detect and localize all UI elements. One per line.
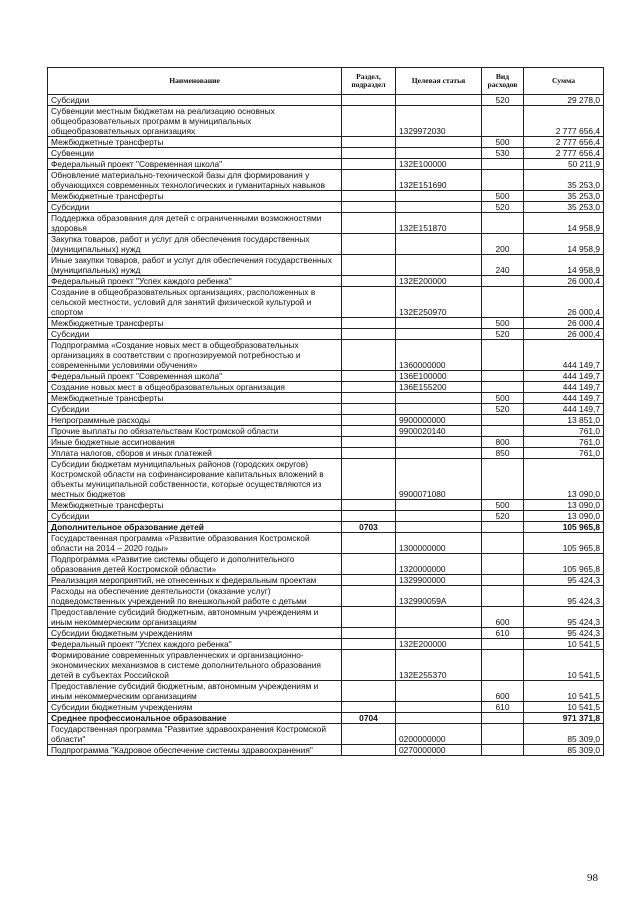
cell-type	[482, 533, 524, 554]
cell-article: 136E155200	[396, 382, 482, 393]
cell-section	[342, 586, 396, 607]
cell-article: 1329900000	[396, 575, 482, 586]
cell-sum: 2 777 656,4	[524, 106, 604, 137]
cell-type: 520	[482, 202, 524, 213]
table-row	[48, 393, 604, 404]
cell-type	[482, 159, 524, 170]
cell-type	[482, 382, 524, 393]
cell-sum: 971 371,8	[524, 713, 604, 724]
cell-section	[342, 202, 396, 213]
cell-sum: 95 424,3	[524, 628, 604, 639]
cell-type: 500	[482, 393, 524, 404]
cell-article	[396, 702, 482, 713]
cell-sum: 13 090,0	[524, 459, 604, 500]
cell-section	[342, 702, 396, 713]
table-row	[48, 137, 604, 148]
cell-type: 800	[482, 437, 524, 448]
cell-sum: 444 149,7	[524, 382, 604, 393]
cell-name: Среднее профессиональное образование	[48, 713, 342, 724]
cell-article: 132E151690	[396, 170, 482, 191]
table-row	[48, 639, 604, 650]
cell-article: 132990059А	[396, 586, 482, 607]
budget-table	[47, 67, 604, 756]
cell-article	[396, 404, 482, 415]
cell-section	[342, 159, 396, 170]
cell-type: 610	[482, 702, 524, 713]
cell-article: 132E250970	[396, 287, 482, 318]
cell-type	[482, 340, 524, 371]
cell-name: Субвенции	[48, 148, 342, 159]
cell-sum: 444 149,7	[524, 393, 604, 404]
cell-sum: 26 000,4	[524, 287, 604, 318]
cell-type	[482, 522, 524, 533]
cell-section: 0704	[342, 713, 396, 724]
cell-type	[482, 639, 524, 650]
cell-section	[342, 628, 396, 639]
cell-sum: 105 965,8	[524, 533, 604, 554]
cell-sum: 10 541,5	[524, 702, 604, 713]
cell-type: 850	[482, 448, 524, 459]
cell-name: Расходы на обеспечение деятельности (оказание услуг) подведомственных учреждений по внешкольной работе с детьми	[48, 586, 342, 607]
cell-section	[342, 340, 396, 371]
table-row	[48, 500, 604, 511]
cell-article: 0200000000	[396, 724, 482, 745]
cell-article: 136E100000	[396, 371, 482, 382]
cell-name: Уплата налогов, сборов и иных платежей	[48, 448, 342, 459]
cell-sum: 2 777 656,4	[524, 148, 604, 159]
cell-name: Иные бюджетные ассигнования	[48, 437, 342, 448]
cell-section	[342, 500, 396, 511]
cell-type	[482, 745, 524, 756]
cell-type: 600	[482, 607, 524, 628]
cell-section	[342, 415, 396, 426]
cell-section	[342, 607, 396, 628]
cell-name: Межбюджетные трансферты	[48, 318, 342, 329]
cell-sum: 35 253,0	[524, 202, 604, 213]
cell-section	[342, 554, 396, 575]
cell-sum: 13 851,0	[524, 415, 604, 426]
cell-sum: 95 424,3	[524, 586, 604, 607]
cell-section	[342, 745, 396, 756]
cell-section	[342, 533, 396, 554]
cell-type: 530	[482, 148, 524, 159]
cell-section	[342, 382, 396, 393]
cell-type	[482, 713, 524, 724]
cell-name: Создание новых мест в общеобразовательных организация	[48, 382, 342, 393]
cell-section	[342, 393, 396, 404]
cell-name: Государственная программа "Развитие здравоохранения Костромской области"	[48, 724, 342, 745]
table-row	[48, 191, 604, 202]
cell-article	[396, 500, 482, 511]
cell-name: Подпрограмма «Развитие системы общего и дополнительного образования детей Костромской области»	[48, 554, 342, 575]
cell-section: 0703	[342, 522, 396, 533]
cell-name: Субсидии	[48, 511, 342, 522]
cell-section	[342, 106, 396, 137]
cell-type: 240	[482, 255, 524, 276]
cell-article	[396, 713, 482, 724]
cell-section	[342, 170, 396, 191]
table-row	[48, 202, 604, 213]
cell-name: Реализация мероприятий, не отнесенных к федеральным проектам	[48, 575, 342, 586]
table-row	[48, 575, 604, 586]
table-row	[48, 533, 604, 554]
cell-section	[342, 234, 396, 255]
cell-name: Иные закупки товаров, работ и услуг для обеспечения государственных (муниципальных) нужд	[48, 255, 342, 276]
cell-article: 132E100000	[396, 159, 482, 170]
cell-article	[396, 202, 482, 213]
cell-name: Федеральный проект "Современная школа"	[48, 371, 342, 382]
cell-type	[482, 106, 524, 137]
cell-article	[396, 191, 482, 202]
table-row	[48, 213, 604, 234]
table-row	[48, 522, 604, 533]
cell-sum: 13 090,0	[524, 511, 604, 522]
cell-name: Подпрограмма «Создание новых мест в общеобразовательных организациях в соответствии с прогнозируемой потребностью и современными условиями обучения»	[48, 340, 342, 371]
cell-type: 520	[482, 329, 524, 340]
cell-article: 132E151870	[396, 213, 482, 234]
cell-type	[482, 287, 524, 318]
cell-article: 132E255370	[396, 650, 482, 681]
cell-name: Субсидии	[48, 95, 342, 106]
cell-sum: 85 309,0	[524, 745, 604, 756]
cell-type	[482, 650, 524, 681]
cell-sum: 85 309,0	[524, 724, 604, 745]
cell-name: Прочие выплаты по обязательствам Костромской области	[48, 426, 342, 437]
cell-type: 200	[482, 234, 524, 255]
cell-sum: 29 278,0	[524, 95, 604, 106]
cell-sum: 50 211,9	[524, 159, 604, 170]
cell-article	[396, 437, 482, 448]
cell-sum: 761,0	[524, 426, 604, 437]
cell-section	[342, 681, 396, 702]
cell-type: 500	[482, 318, 524, 329]
header-type: Вид расходов	[482, 68, 524, 95]
cell-article	[396, 234, 482, 255]
cell-section	[342, 426, 396, 437]
cell-sum: 444 149,7	[524, 404, 604, 415]
table-row	[48, 148, 604, 159]
cell-article: 132E200000	[396, 639, 482, 650]
cell-name: Федеральный проект "Успех каждого ребенка"	[48, 639, 342, 650]
cell-section	[342, 639, 396, 650]
cell-name: Государственная программа «Развитие образования Костромской области на 2014 – 2020 годы»	[48, 533, 342, 554]
cell-name: Предоставление субсидий бюджетным, автономным учреждениям и иным некоммерческим организациям	[48, 607, 342, 628]
cell-type: 520	[482, 511, 524, 522]
table-row	[48, 437, 604, 448]
cell-section	[342, 191, 396, 202]
cell-name: Субсидии	[48, 329, 342, 340]
table-row	[48, 554, 604, 575]
cell-section	[342, 329, 396, 340]
cell-name: Обновление материально-технической базы для формирования у обучающихся современных технологических и гуманитарных навыков	[48, 170, 342, 191]
cell-sum: 14 958,9	[524, 234, 604, 255]
cell-sum: 10 541,5	[524, 681, 604, 702]
cell-type	[482, 415, 524, 426]
cell-name: Федеральный проект "Современная школа"	[48, 159, 342, 170]
cell-sum: 105 965,8	[524, 554, 604, 575]
table-row	[48, 318, 604, 329]
cell-type	[482, 724, 524, 745]
cell-article	[396, 511, 482, 522]
cell-article	[396, 95, 482, 106]
cell-name: Закупка товаров, работ и услуг для обеспечения государственных (муниципальных) нужд	[48, 234, 342, 255]
cell-name: Создание в общеобразовательных организациях, расположенных в сельской местности, условий для занятий физической культурой и спортом	[48, 287, 342, 318]
cell-article	[396, 318, 482, 329]
cell-sum: 13 090,0	[524, 500, 604, 511]
table-row	[48, 371, 604, 382]
cell-sum: 26 000,4	[524, 329, 604, 340]
table-row	[48, 329, 604, 340]
table-row	[48, 607, 604, 628]
table-row	[48, 404, 604, 415]
cell-sum: 761,0	[524, 437, 604, 448]
cell-section	[342, 404, 396, 415]
cell-sum: 105 965,8	[524, 522, 604, 533]
table-row	[48, 459, 604, 500]
cell-type: 600	[482, 681, 524, 702]
cell-section	[342, 724, 396, 745]
cell-section	[342, 95, 396, 106]
cell-type	[482, 426, 524, 437]
cell-article	[396, 137, 482, 148]
cell-type	[482, 459, 524, 500]
table-row	[48, 255, 604, 276]
table-row	[48, 234, 604, 255]
cell-name: Подпрограмма "Кадровое обеспечение системы здравоохранения"	[48, 745, 342, 756]
table-row	[48, 681, 604, 702]
table-body	[48, 95, 604, 756]
cell-sum: 444 149,7	[524, 340, 604, 371]
cell-section	[342, 255, 396, 276]
cell-sum: 26 000,4	[524, 318, 604, 329]
cell-section	[342, 276, 396, 287]
cell-section	[342, 287, 396, 318]
cell-name: Субсидии	[48, 404, 342, 415]
cell-type	[482, 554, 524, 575]
cell-section	[342, 371, 396, 382]
cell-sum: 761,0	[524, 448, 604, 459]
cell-name: Дополнительное образование детей	[48, 522, 342, 533]
table-row	[48, 106, 604, 137]
cell-type	[482, 170, 524, 191]
cell-article	[396, 255, 482, 276]
header-name: Наименование	[48, 68, 342, 95]
table-row	[48, 724, 604, 745]
cell-article	[396, 681, 482, 702]
cell-sum: 95 424,3	[524, 575, 604, 586]
cell-type: 520	[482, 404, 524, 415]
cell-article: 0270000000	[396, 745, 482, 756]
cell-type	[482, 371, 524, 382]
cell-article: 9900000000	[396, 415, 482, 426]
table-row	[48, 745, 604, 756]
cell-article	[396, 607, 482, 628]
cell-article: 1320000000	[396, 554, 482, 575]
table-row	[48, 426, 604, 437]
cell-section	[342, 511, 396, 522]
cell-article	[396, 628, 482, 639]
cell-section	[342, 213, 396, 234]
cell-name: Межбюджетные трансферты	[48, 191, 342, 202]
table-row	[48, 170, 604, 191]
cell-section	[342, 650, 396, 681]
cell-type: 500	[482, 500, 524, 511]
table-row	[48, 340, 604, 371]
cell-sum: 35 253,0	[524, 191, 604, 202]
cell-name: Субсидии бюджетным учреждениям	[48, 702, 342, 713]
cell-name: Поддержка образования для детей с ограниченными возможностями здоровья	[48, 213, 342, 234]
cell-section	[342, 137, 396, 148]
cell-article: 1360000000	[396, 340, 482, 371]
cell-sum: 14 958,9	[524, 255, 604, 276]
cell-name: Субсидии бюджетам муниципальных районов (городских округов) Костромской области на софинансирование капитальных вложений в объекты муниципальной собственности, которые осуществляются из местных бюджетов	[48, 459, 342, 500]
cell-sum: 10 541,5	[524, 650, 604, 681]
table-row	[48, 95, 604, 106]
header-section: Раздел, подраздел	[342, 68, 396, 95]
table-row	[48, 382, 604, 393]
cell-article	[396, 329, 482, 340]
page-number: 98	[587, 872, 598, 884]
cell-article	[396, 448, 482, 459]
cell-section	[342, 148, 396, 159]
cell-article: 1329972030	[396, 106, 482, 137]
cell-type	[482, 213, 524, 234]
cell-type: 500	[482, 137, 524, 148]
cell-name: Межбюджетные трансферты	[48, 137, 342, 148]
cell-sum: 26 000,4	[524, 276, 604, 287]
cell-type: 500	[482, 191, 524, 202]
table-row	[48, 586, 604, 607]
cell-article	[396, 393, 482, 404]
table-row	[48, 650, 604, 681]
cell-name: Формирование современных управленческих и организационно-экономических механизмов в системе дополнительного образования детей в субъектах Российской	[48, 650, 342, 681]
cell-name: Непрограммные расходы	[48, 415, 342, 426]
cell-name: Субсидии бюджетным учреждениям	[48, 628, 342, 639]
cell-type: 610	[482, 628, 524, 639]
cell-sum: 95 424,3	[524, 607, 604, 628]
table-row	[48, 287, 604, 318]
table-row	[48, 415, 604, 426]
table-row	[48, 713, 604, 724]
cell-section	[342, 575, 396, 586]
table-row	[48, 511, 604, 522]
cell-name: Предоставление субсидий бюджетным, автономным учреждениям и иным некоммерческим организациям	[48, 681, 342, 702]
cell-type	[482, 586, 524, 607]
table-row	[48, 276, 604, 287]
table-row	[48, 702, 604, 713]
cell-section	[342, 437, 396, 448]
cell-article	[396, 522, 482, 533]
cell-section	[342, 448, 396, 459]
cell-type	[482, 276, 524, 287]
header-article: Целевая статья	[396, 68, 482, 95]
cell-section	[342, 459, 396, 500]
table-row	[48, 448, 604, 459]
table-header-row	[48, 68, 604, 95]
cell-type	[482, 575, 524, 586]
cell-name: Субвенции местным бюджетам на реализацию основных общеобразовательных программ в муниципальных общеобразовательных организациях	[48, 106, 342, 137]
cell-name: Федеральный проект "Успех каждого ребенка"	[48, 276, 342, 287]
cell-name: Межбюджетные трансферты	[48, 500, 342, 511]
cell-section	[342, 318, 396, 329]
cell-sum: 14 958,9	[524, 213, 604, 234]
cell-article	[396, 148, 482, 159]
cell-article: 9900020140	[396, 426, 482, 437]
cell-name: Межбюджетные трансферты	[48, 393, 342, 404]
cell-type: 520	[482, 95, 524, 106]
table-row	[48, 628, 604, 639]
cell-name: Субсидии	[48, 202, 342, 213]
cell-article: 132E200000	[396, 276, 482, 287]
cell-sum: 35 253,0	[524, 170, 604, 191]
cell-sum: 444 149,7	[524, 371, 604, 382]
cell-sum: 2 777 656,4	[524, 137, 604, 148]
header-sum: Сумма	[524, 68, 604, 95]
cell-article: 9900071080	[396, 459, 482, 500]
table-row	[48, 159, 604, 170]
cell-article: 1300000000	[396, 533, 482, 554]
cell-sum: 10 541,5	[524, 639, 604, 650]
